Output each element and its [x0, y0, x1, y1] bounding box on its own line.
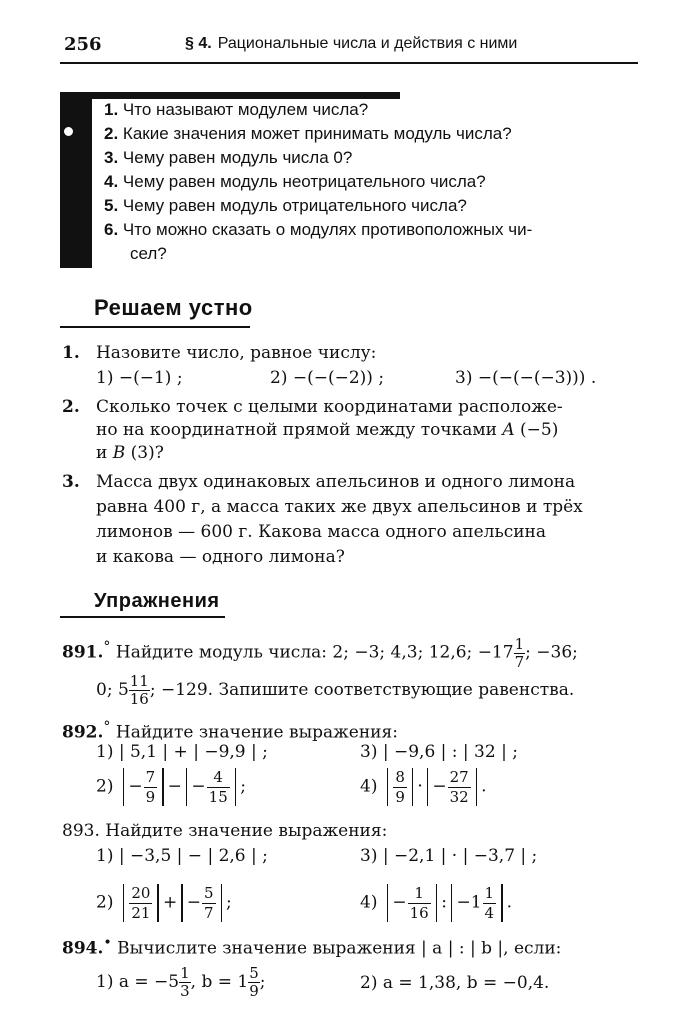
exercise-893: 893. Найдите значение выражения:: [62, 821, 388, 841]
exercise-892-c: 3) | −9,6 | : | 32 | ;: [360, 742, 518, 762]
oral-problem-3: 3. Масса двух одинаковых апельсинов и одного лимона: [62, 472, 576, 492]
exercise-893-d: 4) − $\frac{1}{16}$ : −1 $\frac{1}{4}$ .: [360, 883, 512, 922]
exercise-894: 894.• Вычислите значение выражения | a | : | b |, если:: [62, 935, 562, 959]
oral-problem-3-line4: и какова — одного лимона?: [96, 547, 345, 567]
exercise-892-b: 2) − $\frac{7}{9}$ − − $\frac{4}{15}$ ;: [96, 767, 246, 806]
oral-problem-1-c: 3) −(−(−(−3))) .: [455, 368, 597, 388]
question-1: 1. Что называют модулем числа?: [104, 100, 369, 119]
oral-problem-2-line3: и B (3)?: [96, 443, 164, 463]
question-5: 5. Чему равен модуль отрицательного числа?: [104, 196, 467, 215]
questions-sidebar-bar: [60, 92, 92, 268]
oral-problem-1-b: 2) −(−(−2)) ;: [270, 368, 385, 388]
oral-problem-3-line3: лимонов — 600 г. Какова масса одного апельсина: [96, 522, 547, 542]
questions-top-bar: [60, 92, 400, 99]
question-6-cont: сел?: [130, 244, 167, 263]
question-4: 4. Чему равен модуль неотрицательного числа?: [104, 172, 486, 191]
question-3: 3. Чему равен модуль числа 0?: [104, 148, 353, 167]
oral-problem-2-line2: но на координатной прямой между точками A (−5): [96, 420, 559, 440]
section-number: § 4.: [185, 35, 212, 52]
section-title: Рациональные числа и действия с ними: [217, 35, 518, 52]
exercise-894-p1: 1) a = −5 $\frac{1}{3}$ , b = 1 $\frac{5}{9}$ ;: [96, 964, 266, 1000]
exercise-893-b: 2) $\frac{20}{21}$ + − $\frac{5}{7}$ ;: [96, 883, 232, 922]
header-rule: [60, 62, 638, 64]
exercise-892: 892.° Найдите значение выражения:: [62, 719, 398, 743]
exercise-891-line2: 0; 5 $\frac{11}{16}$ ; −129. Запишите соответствующие равенства.: [96, 672, 575, 708]
exercise-894-p2: 2) a = 1,38, b = −0,4.: [360, 973, 550, 993]
exercise-891: 891.° Найдите модуль числа: 2; −3; 4,3; 12,6; −17 $\frac{1}{7}$ ; −36;: [62, 634, 578, 671]
heading-exercises: Упражнения: [94, 590, 220, 612]
oral-problem-1: 1. Назовите число, равное числу:: [62, 343, 377, 363]
oral-problem-2: 2. Сколько точек с целыми координатами расположе-: [62, 397, 563, 417]
exercise-892-a: 1) | 5,1 | + | −9,9 | ;: [96, 742, 268, 762]
bullet-icon: [62, 125, 75, 138]
exercise-893-a: 1) | −3,5 | − | 2,6 | ;: [96, 846, 268, 866]
exercise-892-d: 4) $\frac{8}{9}$ · − $\frac{27}{32}$ .: [360, 767, 487, 806]
question-2: 2. Какие значения может принимать модуль числа?: [104, 124, 512, 143]
heading-oral-rule: [60, 326, 250, 328]
question-6: 6. Что можно сказать о модулях противоположных чи-: [104, 220, 533, 239]
oral-problem-3-line2: равна 400 г, а масса таких же двух апельсинов и трёх: [96, 497, 583, 517]
oral-problem-1-a: 1) −(−1) ;: [96, 368, 183, 388]
heading-exercises-rule: [60, 616, 225, 618]
heading-oral: Решаем устно: [94, 295, 253, 320]
exercise-893-c: 3) | −2,1 | · | −3,7 | ;: [360, 846, 538, 866]
page-number: 256: [64, 34, 102, 55]
running-header: [185, 35, 517, 53]
